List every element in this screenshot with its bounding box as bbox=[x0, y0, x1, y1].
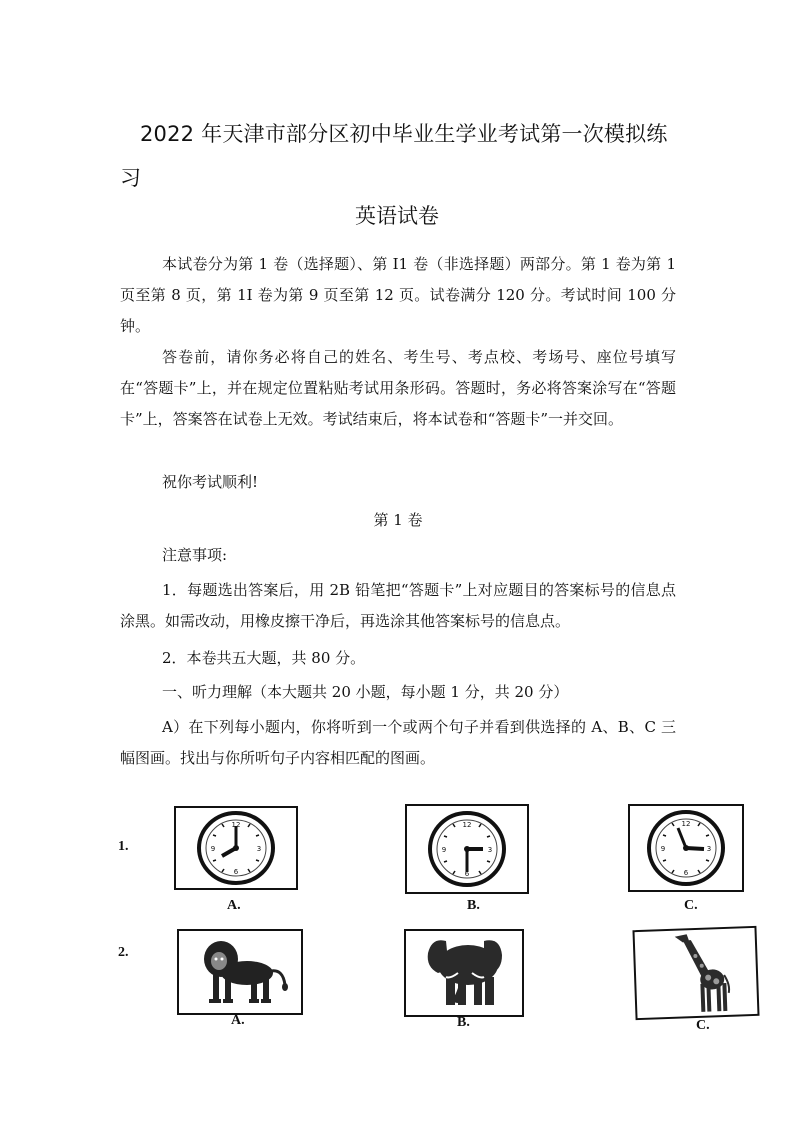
elephant-icon bbox=[406, 931, 522, 1015]
note-2: 2．本卷共五大题，共 80 分。 bbox=[162, 649, 366, 667]
intro-paragraph-1: 本试卷分为第 1 卷（选择题）、第 I1 卷（非选择题）两部分。第 1 卷为第 1 页至第 8 页，第 1I 卷为第 9 页至第 12 页。试卷满分 120 分。考试时间 100 分钟。 bbox=[120, 255, 676, 335]
note-1: 1．每题选出答案后，用 2B 铅笔把“答题卡”上对应题目的答案标号的信息点涂黑。如需改动，用橡皮擦干净后，再选涂其他答案标号的信息点。 bbox=[120, 581, 676, 630]
question-number-2: 2. bbox=[118, 945, 129, 960]
clock-icon bbox=[407, 806, 527, 892]
svg-text:3: 3 bbox=[487, 846, 493, 854]
picture-2a bbox=[177, 929, 303, 1015]
picture-1a bbox=[174, 806, 298, 890]
svg-text:9: 9 bbox=[441, 846, 447, 854]
intro-paragraph-3: 祝你考试顺利! bbox=[162, 473, 259, 491]
clock-icon bbox=[630, 806, 742, 890]
svg-text:12: 12 bbox=[681, 820, 691, 828]
option-label-2b: B. bbox=[457, 1015, 470, 1030]
part-1-heading: 一、听力理解（本大题共 20 小题，每小题 1 分，共 20 分） bbox=[162, 683, 569, 701]
option-label-2a: A. bbox=[231, 1013, 245, 1028]
option-label-2c: C. bbox=[696, 1018, 710, 1033]
option-label-1a: A. bbox=[227, 898, 241, 913]
page-subtitle: 英语试卷 bbox=[355, 204, 439, 228]
svg-text:9: 9 bbox=[660, 845, 666, 853]
clock-icon bbox=[176, 808, 296, 888]
picture-2c bbox=[632, 926, 759, 1020]
instruction: A）在下列每小题内，你将听到一个或两个句子并看到供选择的 A、B、C 三幅图画。找出与你所听句子内容相匹配的图画。 bbox=[120, 718, 676, 767]
svg-text:3: 3 bbox=[706, 845, 712, 853]
section-heading: 第 1 卷 bbox=[373, 511, 423, 529]
notice-label: 注意事项: bbox=[162, 546, 228, 564]
picture-1b bbox=[405, 804, 529, 894]
intro-paragraph-2: 答卷前，请你务必将自己的姓名、考生号、考点校、考场号、座位号填写在“答题卡”上，并在规定位置粘贴考试用条形码。答题时，务必将答案涂写在“答题卡”上，答案答在试卷上无效。考试结束后，将本试卷和“答题卡”一并交回。 bbox=[120, 348, 676, 428]
page-title: 2022 年天津市部分区初中毕业生学业考试第一次模拟练习 bbox=[120, 122, 668, 190]
option-label-1b: B. bbox=[467, 898, 480, 913]
svg-text:9: 9 bbox=[210, 845, 216, 853]
question-number-1: 1. bbox=[118, 839, 129, 854]
picture-2b bbox=[404, 929, 524, 1017]
svg-text:6: 6 bbox=[233, 868, 239, 876]
svg-text:6: 6 bbox=[464, 870, 470, 878]
svg-text:12: 12 bbox=[231, 821, 241, 829]
svg-text:6: 6 bbox=[683, 869, 689, 877]
option-label-1c: C. bbox=[684, 898, 698, 913]
lion-icon bbox=[179, 931, 301, 1013]
giraffe-icon bbox=[635, 928, 758, 1018]
picture-1c bbox=[628, 804, 744, 892]
svg-text:12: 12 bbox=[462, 821, 472, 829]
svg-text:3: 3 bbox=[256, 845, 262, 853]
